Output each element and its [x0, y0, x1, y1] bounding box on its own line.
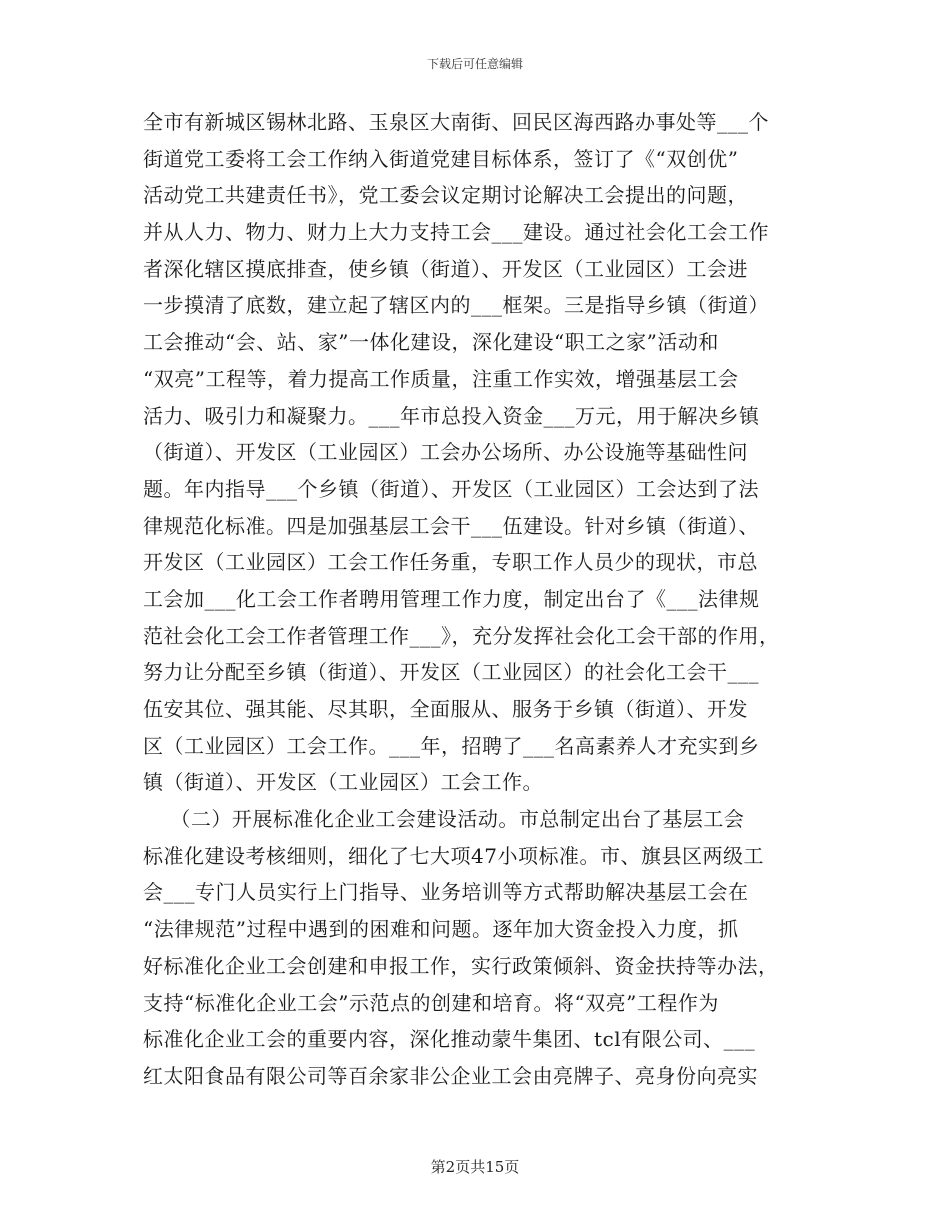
text-line: 镇（街道）、开发区（工业园区）工会工作。 [143, 770, 543, 795]
paragraph-start-line: （二）开展标准化企业工会建设活动。市总制定出台了基层工会 [143, 807, 745, 832]
text-line: 伍安其位、强其能、尽其职，全面服从、服务于乡镇（街道）、开发 [143, 697, 748, 721]
text-line: “双亮”工程等，着力提高工作质量，注重工作实效，增强基层工会 [143, 366, 739, 391]
text-line: 支持“标准化企业工会”示范点的创建和培育。将“双亮”工程作为 [143, 990, 719, 1015]
text-line: （街道）、开发区（工业园区）工会办公场所、办公设施等基础性问 [143, 440, 748, 465]
text-line: 区（工业园区）工会工作。___年，招聘了___名高素养人才充实到乡 [143, 733, 760, 758]
text-line: 并从人力、物力、财力上大力支持工会___建设。通过社会化工会工作 [143, 220, 769, 245]
text-line: 题。年内指导___个乡镇（街道）、开发区（工业园区）工会达到了法 [143, 476, 759, 501]
text-line: 开发区（工业园区）工会工作任务重，专职工作人员少的现状，市总 [143, 550, 758, 575]
text-line: 者深化辖区摸底排查，使乡镇（街道）、开发区（工业园区）工会进 [143, 256, 748, 281]
text-line: 好标准化企业工会创建和申报工作，实行政策倾斜、资金扶持等办法， [143, 953, 779, 978]
text-line: 街道党工委将工会工作纳入街道党建目标体系，签订了《“双创优” [143, 146, 739, 171]
text-line: 红太阳食品有限公司等百余家非公企业工会由亮牌子、亮身份向亮实 [143, 1063, 758, 1088]
text-line: 全市有新城区锡林北路、玉泉区大南街、回民区海西路办事处等___个 [143, 110, 769, 134]
text-line: 活动党工共建责任书》，党工委会议定期讨论解决工会提出的问题， [143, 183, 748, 208]
text-line: 活力、吸引力和凝聚力。___年市总投入资金___万元，用于解决乡镇 [143, 403, 760, 428]
document-body [143, 104, 823, 1095]
text-line: 会___专门人员实行上门指导、业务培训等方式帮助解决基层工会在 [143, 880, 749, 905]
text-line: 工会推动“会、站、家”一体化建设，深化建设“职工之家”活动和 [143, 330, 719, 355]
text-line: 努力让分配至乡镇（街道）、开发区（工业园区）的社会化工会干___ [143, 660, 759, 685]
page-footer: 第2页共15页 [430, 1158, 520, 1176]
text-line: 一步摸清了底数，建立起了辖区内的___框架。三是指导乡镇（街道） [143, 293, 769, 318]
text-line: “法律规范”过程中遇到的困难和问题。逐年加大资金投入力度，抓 [143, 917, 739, 942]
page-header: 下载后可任意编辑 [426, 57, 523, 71]
text-line: 范社会化工会工作者管理工作___》，充分发挥社会化工会干部的作用， [143, 623, 780, 648]
text-line: 律规范化标准。四是加强基层工会干___伍建设。针对乡镇（街道）、 [143, 513, 759, 538]
text-line: 工会加___化工会工作者聘用管理工作力度，制定出台了《___法律规 [143, 586, 760, 611]
text-line: 标准化建设考核细则，细化了七大项47小项标准。市、旗县区两级工 [143, 843, 764, 868]
text-line: 标准化企业工会的重要内容，深化推动蒙牛集团、tcl有限公司、___ [143, 1027, 756, 1052]
